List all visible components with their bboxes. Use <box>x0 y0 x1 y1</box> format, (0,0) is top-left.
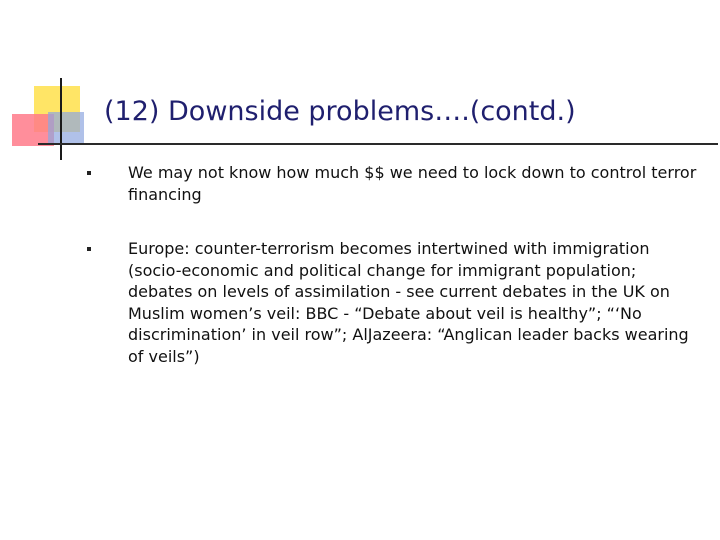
bullet-text: Europe: counter-terrorism becomes intertwined with immigration (socio-economic and political change for immigrant population; debates on levels of assimilation - see current debates in the UK on Muslim women’s veil: BBC - “Debate about veil is healthy”; “‘No discrimination’ in veil row”; AlJazeera: “Anglican leader backs wearing of veils”) <box>128 239 689 366</box>
square-bullet-icon <box>87 247 91 251</box>
logo-vertical-line <box>60 78 62 160</box>
bullet-list <box>0 162 720 367</box>
bullet-text: We may not know how much $$ we need to lock down to control terror financing <box>128 163 697 204</box>
slide-title: (12) Downside problems….(contd.) <box>104 96 576 127</box>
title-underline <box>38 143 718 145</box>
bullet-item <box>0 238 720 367</box>
logo-blue-square <box>48 112 84 144</box>
bullet-item <box>0 162 720 205</box>
square-bullet-icon <box>87 171 91 175</box>
